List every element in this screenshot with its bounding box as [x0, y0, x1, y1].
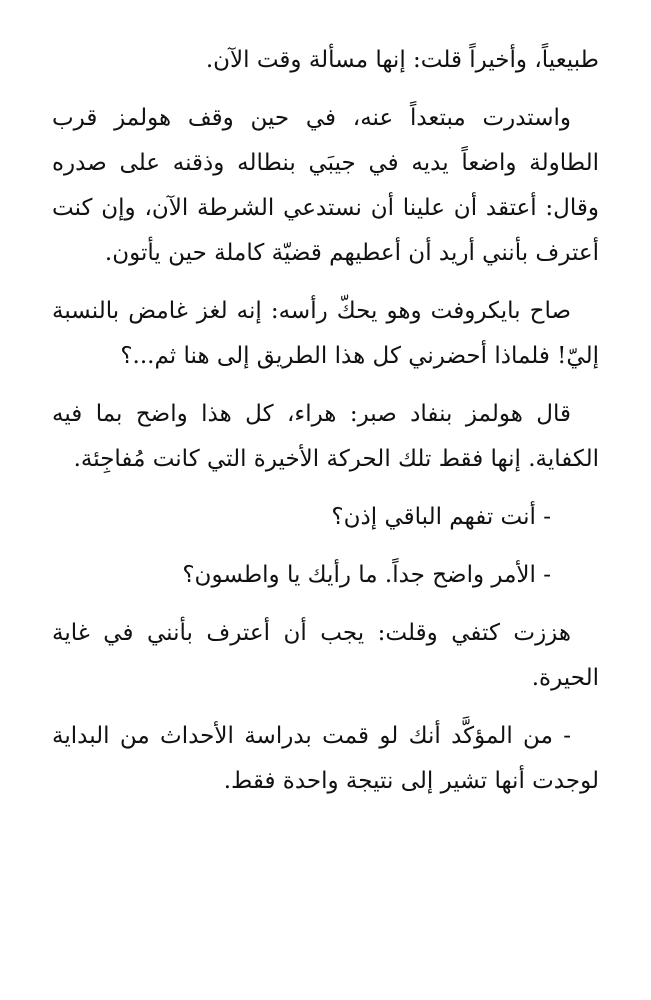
paragraph-holmes-conclusion: - من المؤكَّد أنك لو قمت بدراسة الأحداث من البداية لوجدت أنها تشير إلى نتيجة واحدة فقط. [52, 723, 599, 794]
paragraph-pycroft: صاح بايكروفت وهو يحكّ رأسه: إنه لغز غامض بالنسبة إليّ! فلماذا أحضرني كل هذا الطريق إلى هنا ثم...؟ [52, 298, 599, 369]
paragraph-continuation: طبيعياً، وأخيراً قلت: إنها مسألة وقت الآن. [205, 47, 599, 73]
paragraph-watson: هززت كتفي وقلت: يجب أن أعترف بأنني في غاية الحيرة. [52, 620, 599, 691]
paragraph-narration-holmes: واستدرت مبتعداً عنه، في حين وقف هولمز قرب الطاولة واضعاً يديه في جيبَي بنطاله وذقنه على صدره وقال: أعتقد أن علينا أن نستدعي الشرطة الآن، وإن كنت أعترف بأنني أريد أن أعطيهم قضيّة كاملة حين يأتون. [52, 105, 599, 266]
book-page [52, 38, 599, 817]
paragraph-holmes-reply: قال هولمز بنفاد صبر: هراء، كل هذا واضح بما فيه الكفاية. إنها فقط تلك الحركة الأخيرة التي كانت مُفاجِئة. [52, 401, 599, 472]
dialogue-line: - أنت تفهم الباقي إذن؟ [331, 504, 551, 530]
dialogue-line: - الأمر واضح جداً. ما رأيك يا واطسون؟ [182, 562, 551, 588]
